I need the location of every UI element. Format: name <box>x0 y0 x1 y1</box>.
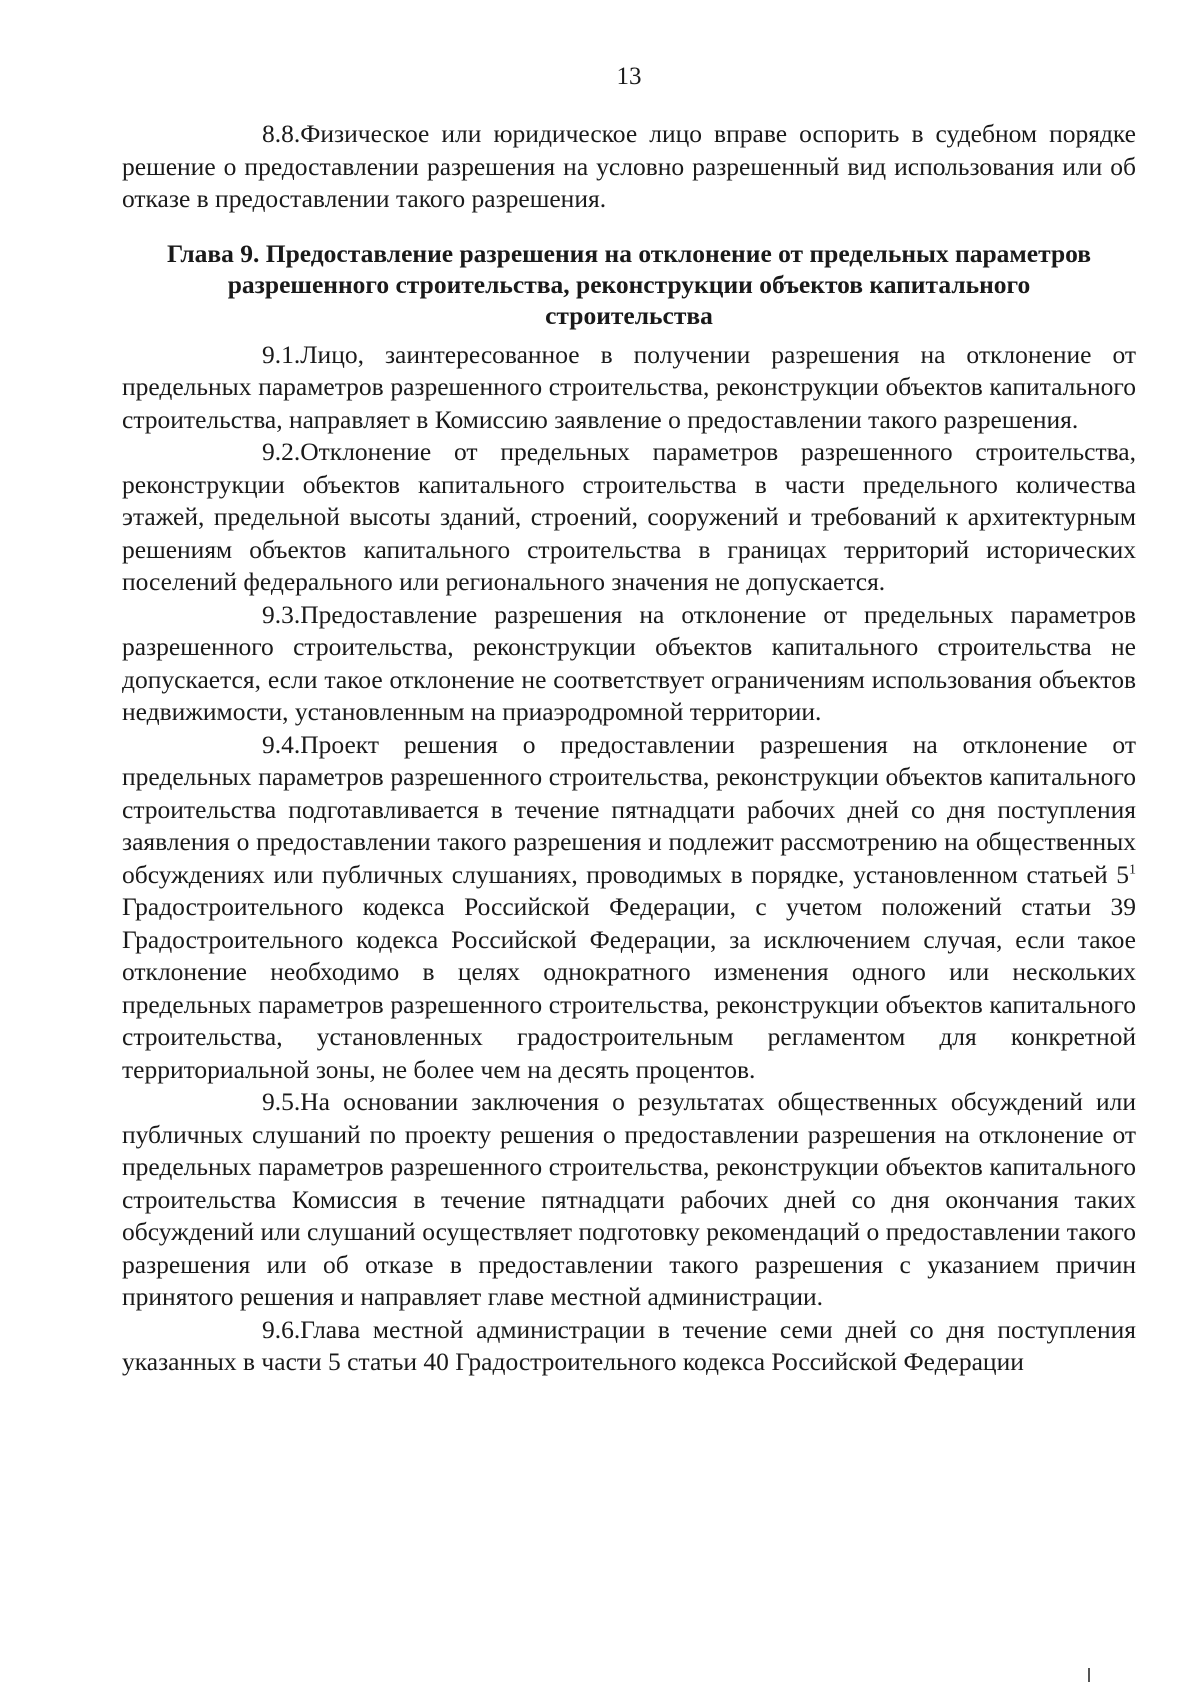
paragraph-text: На основании заключения о результатах общественных обсуждений или публичных слушаний по проекту решения о предоставлении разрешения на отклонение от предельных параметров разрешенного строительства, реконструкции объектов капитального строительства Комиссия в течение пятнадцати рабочих дней со дня окончания таких обсуждений или слушаний осуществляет подготовку рекомендаций о предоставлении такого разрешения или об отказе в предоставлении такого разрешения с указанием причин принятого решения и направляет главе местной администрации. <box>122 1087 1136 1311</box>
paragraph-number: 9.1. <box>262 339 301 369</box>
paragraph-8-8 <box>122 118 1136 216</box>
document-body <box>122 118 1136 1379</box>
paragraph-9-6 <box>122 1314 1136 1379</box>
paragraph-text: Предоставление разрешения на отклонение от предельных параметров разрешенного строительства, реконструкции объектов капитального строительства не допускается, если такое отклонение не соответствует ограничениям использования объектов недвижимости, установленным на приаэродромной территории. <box>122 599 1136 726</box>
paragraph-text: Лицо, заинтересованное в получении разрешения на отклонение от предельных параметров разрешенного строительства, реконструкции объектов капитального строительства, направляет в Комиссию заявление о предоставлении такого разрешения. <box>122 339 1136 434</box>
paragraph-9-3 <box>122 599 1136 729</box>
page-number: 13 <box>616 63 642 90</box>
paragraph-text-continued: Градостроительного кодекса Российской Федерации, с учетом положений статьи 39 Градостроительного кодекса Российской Федерации, за исключением случая, если такое отклонение необходимо в целях однократного изменения одного или нескольких предельных параметров разрешенного строительства, реконструкции объектов капитального строительства, установленных градостроительным регламентом для конкретной территориальной зоны, не более чем на десять процентов. <box>122 892 1136 1084</box>
paragraph-9-4 <box>122 729 1136 1087</box>
paragraph-number: 9.2. <box>262 437 301 466</box>
paragraph-number: 9.6. <box>262 1314 301 1344</box>
paragraph-number: 9.5. <box>262 1087 301 1116</box>
paragraph-text: Глава местной администрации в течение семи дней со дня поступления указанных в части 5 статьи 40 Градостроительного кодекса Российской Федерации <box>122 1314 1136 1376</box>
paragraph-number: 8.8. <box>262 119 301 148</box>
paragraph-9-1 <box>122 339 1136 437</box>
paragraph-number: 9.3. <box>262 599 301 629</box>
article-superscript: 1 <box>1129 862 1136 877</box>
paragraph-text: Отклонение от предельных параметров разрешенного строительства, реконструкции объектов капитального строительства в части предельного количества этажей, предельной высоты зданий, строений, сооружений и требований к архитектурным решениям объектов капитального строительства в границах территорий исторических поселений федерального или регионального значения не допускается. <box>122 437 1136 596</box>
scan-edge-mark <box>1088 1668 1090 1682</box>
paragraph-number: 9.4. <box>262 729 301 759</box>
paragraph-9-5 <box>122 1086 1136 1314</box>
paragraph-9-2 <box>122 436 1136 599</box>
paragraph-text: Проект решения о предоставлении разрешения на отклонение от предельных параметров разрешенного строительства, реконструкции объектов капитального строительства подготавливается в течение пятнадцати рабочих дней со дня поступления заявления о предоставлении такого разрешения и подлежит рассмотрению на общественных обсуждениях или публичных слушаниях, проводимых в порядке, установленном статьей 5 <box>122 729 1136 889</box>
paragraph-text: Физическое или юридическое лицо вправе оспорить в судебном порядке решение о предоставлении разрешения на условно разрешенный вид использования или об отказе в предоставлении такого разрешения. <box>122 119 1136 213</box>
chapter-9-heading: Глава 9. Предоставление разрешения на отклонение от предельных параметров разрешенного строительства, реконструкции объектов капитального строительства <box>166 238 1092 330</box>
